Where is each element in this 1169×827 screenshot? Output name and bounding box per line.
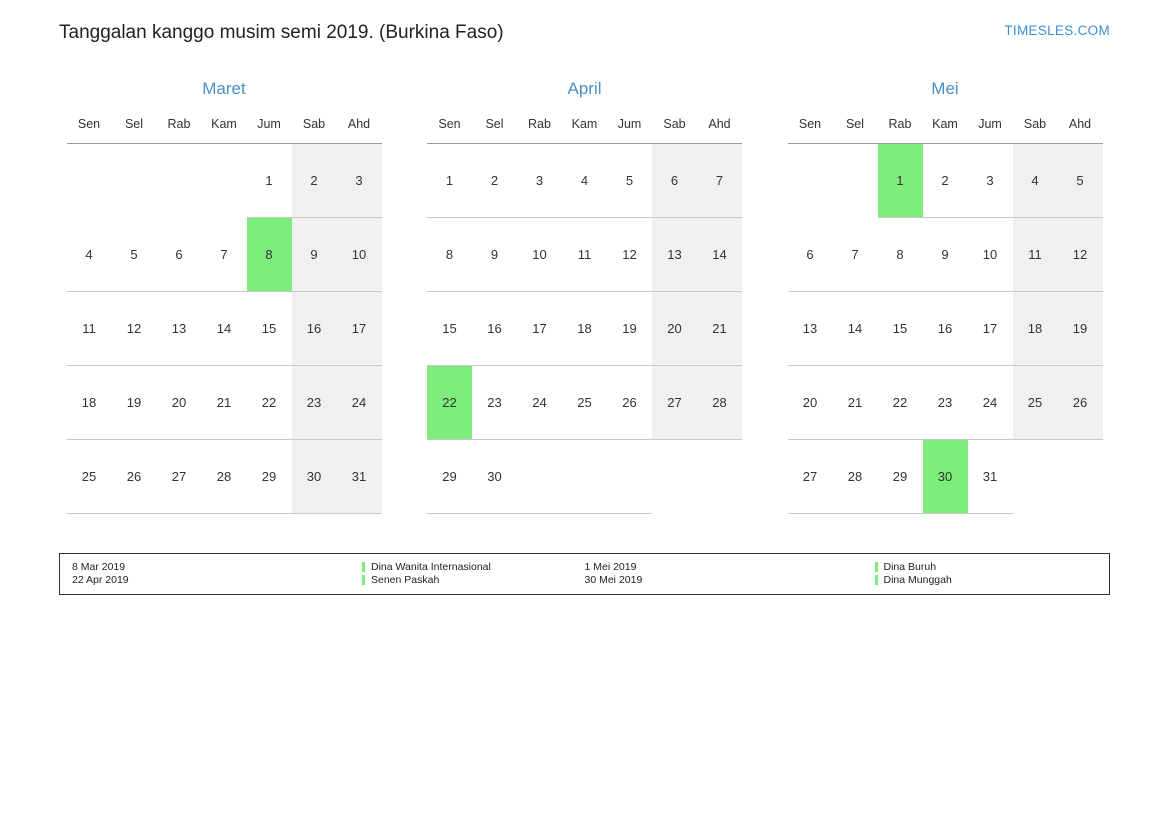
day-cell-empty: [697, 440, 742, 514]
day-cell[interactable]: 10: [968, 218, 1013, 292]
brand-link[interactable]: TIMESLES.COM: [1004, 23, 1110, 38]
day-cell[interactable]: 31: [968, 440, 1013, 514]
day-cell[interactable]: 22: [247, 366, 292, 440]
legend-color-swatch-icon: [875, 575, 878, 585]
day-cell[interactable]: 4: [562, 144, 607, 218]
weekday-header: Sab: [292, 114, 337, 144]
week-row: [67, 366, 382, 440]
day-cell[interactable]: 5: [1058, 144, 1103, 218]
day-cell[interactable]: 14: [202, 292, 247, 366]
weekday-header: Kam: [202, 114, 247, 144]
day-cell[interactable]: 24: [517, 366, 562, 440]
day-cell[interactable]: 23: [472, 366, 517, 440]
day-cell-empty: [202, 144, 247, 218]
day-cell[interactable]: 13: [788, 292, 833, 366]
weekday-header: Kam: [562, 114, 607, 144]
day-cell-empty: [67, 144, 112, 218]
day-cell-empty: [562, 440, 607, 514]
legend-names-right: [875, 561, 952, 586]
day-cell[interactable]: 15: [247, 292, 292, 366]
day-cell[interactable]: 24: [968, 366, 1013, 440]
day-cell[interactable]: 12: [1058, 218, 1103, 292]
weekday-header: Rab: [878, 114, 923, 144]
day-cell[interactable]: 9: [923, 218, 968, 292]
weekday-header: Kam: [923, 114, 968, 144]
day-cell[interactable]: 26: [112, 440, 157, 514]
day-cell[interactable]: 9: [472, 218, 517, 292]
week-row: [427, 218, 742, 292]
week-row: [67, 292, 382, 366]
week-row: [788, 440, 1103, 514]
day-cell[interactable]: 26: [607, 366, 652, 440]
day-cell[interactable]: 20: [652, 292, 697, 366]
day-cell[interactable]: 10: [517, 218, 562, 292]
day-cell[interactable]: 2: [472, 144, 517, 218]
day-cell[interactable]: 29: [878, 440, 923, 514]
weekday-header: Sab: [652, 114, 697, 144]
day-cell[interactable]: 25: [67, 440, 112, 514]
day-cell[interactable]: 1: [878, 144, 923, 218]
month-title: April: [567, 79, 602, 98]
day-cell[interactable]: 23: [292, 366, 337, 440]
day-cell[interactable]: 23: [923, 366, 968, 440]
day-cell-empty: [1058, 440, 1103, 514]
day-cell[interactable]: 6: [652, 144, 697, 218]
legend-names-left: [362, 561, 491, 586]
day-cell[interactable]: 2: [923, 144, 968, 218]
legend-date: 30 Mei 2019: [584, 573, 643, 586]
day-cell[interactable]: 15: [427, 292, 472, 366]
day-cell[interactable]: 29: [247, 440, 292, 514]
day-cell[interactable]: 30: [923, 440, 968, 514]
day-cell[interactable]: 29: [427, 440, 472, 514]
week-row: [427, 292, 742, 366]
weekday-header-row: [67, 114, 382, 144]
legend-column-right: [585, 561, 1098, 586]
legend-color-swatch-icon: [362, 562, 365, 572]
week-row: [788, 144, 1103, 218]
week-row: [427, 144, 742, 218]
week-row: [67, 144, 382, 218]
day-cell[interactable]: 20: [788, 366, 833, 440]
day-cell[interactable]: 31: [337, 440, 382, 514]
weekday-header: Ahd: [697, 114, 742, 144]
day-cell[interactable]: 1: [427, 144, 472, 218]
day-cell[interactable]: 3: [337, 144, 382, 218]
day-cell[interactable]: 18: [562, 292, 607, 366]
month-table: [67, 114, 382, 514]
day-cell-empty: [652, 440, 697, 514]
day-cell[interactable]: 28: [202, 440, 247, 514]
day-cell[interactable]: 4: [1013, 144, 1058, 218]
day-cell[interactable]: 7: [697, 144, 742, 218]
day-cell[interactable]: 26: [1058, 366, 1103, 440]
day-cell[interactable]: 15: [878, 292, 923, 366]
page-header: [59, 20, 1110, 50]
legend-entry: [362, 574, 491, 587]
weekday-header: Rab: [157, 114, 202, 144]
week-row: [427, 440, 742, 514]
weekday-header-row: [427, 114, 742, 144]
week-row: [788, 292, 1103, 366]
day-cell[interactable]: 16: [472, 292, 517, 366]
day-cell-empty: [788, 144, 833, 218]
day-cell[interactable]: 11: [67, 292, 112, 366]
day-cell[interactable]: 21: [833, 366, 878, 440]
day-cell[interactable]: 1: [247, 144, 292, 218]
legend: [59, 553, 1110, 595]
day-cell-empty: [607, 440, 652, 514]
legend-column-left: [72, 561, 585, 586]
day-cell[interactable]: 18: [67, 366, 112, 440]
weekday-header: Jum: [968, 114, 1013, 144]
day-cell[interactable]: 27: [788, 440, 833, 514]
legend-holiday-name: Dina Buruh: [883, 561, 937, 573]
day-cell[interactable]: 22: [878, 366, 923, 440]
day-cell[interactable]: 25: [1013, 366, 1058, 440]
month-block: [780, 78, 1110, 514]
month-title: Mei: [931, 79, 959, 98]
day-cell[interactable]: 19: [112, 366, 157, 440]
day-cell[interactable]: 20: [157, 366, 202, 440]
day-cell[interactable]: 12: [112, 292, 157, 366]
day-cell[interactable]: 10: [337, 218, 382, 292]
day-cell[interactable]: 8: [247, 218, 292, 292]
week-row: [788, 366, 1103, 440]
day-cell[interactable]: 9: [292, 218, 337, 292]
legend-color-swatch-icon: [875, 562, 878, 572]
day-cell[interactable]: 28: [697, 366, 742, 440]
legend-holiday-name: Dina Munggah: [883, 573, 952, 586]
legend-dates-right: [585, 561, 875, 586]
month-block: [420, 78, 750, 514]
day-cell[interactable]: 21: [202, 366, 247, 440]
weekday-header: Jum: [247, 114, 292, 144]
day-cell[interactable]: 18: [1013, 292, 1058, 366]
day-cell[interactable]: 3: [517, 144, 562, 218]
page-title: Tanggalan kanggo musim semi 2019. (Burkina Faso): [59, 22, 504, 43]
day-cell[interactable]: 17: [517, 292, 562, 366]
day-cell[interactable]: 5: [112, 218, 157, 292]
weekday-header: Sen: [427, 114, 472, 144]
day-cell[interactable]: 3: [968, 144, 1013, 218]
day-cell[interactable]: 19: [607, 292, 652, 366]
day-cell[interactable]: 27: [652, 366, 697, 440]
weekday-header: Ahd: [337, 114, 382, 144]
weekday-header: Sen: [67, 114, 112, 144]
legend-date: 22 Apr 2019: [72, 573, 129, 586]
day-cell[interactable]: 7: [202, 218, 247, 292]
legend-color-swatch-icon: [362, 575, 365, 585]
day-cell[interactable]: 4: [67, 218, 112, 292]
day-cell[interactable]: 30: [472, 440, 517, 514]
day-cell[interactable]: 24: [337, 366, 382, 440]
day-cell[interactable]: 16: [923, 292, 968, 366]
weekday-header: Sel: [833, 114, 878, 144]
weekday-header: Ahd: [1058, 114, 1103, 144]
week-row: [67, 218, 382, 292]
day-cell[interactable]: 11: [562, 218, 607, 292]
day-cell[interactable]: 25: [562, 366, 607, 440]
day-cell[interactable]: 8: [427, 218, 472, 292]
day-cell[interactable]: 14: [697, 218, 742, 292]
day-cell-empty: [1013, 440, 1058, 514]
legend-holiday-name: Dina Wanita Internasional: [371, 561, 491, 573]
day-cell[interactable]: 17: [968, 292, 1013, 366]
weekday-header: Rab: [517, 114, 562, 144]
day-cell[interactable]: 7: [833, 218, 878, 292]
day-cell[interactable]: 5: [607, 144, 652, 218]
legend-entry: [362, 561, 491, 574]
weekday-header: Jum: [607, 114, 652, 144]
legend-date: 1 Mei 2019: [584, 561, 637, 573]
weekday-header: Sel: [472, 114, 517, 144]
day-cell[interactable]: 16: [292, 292, 337, 366]
legend-dates-left: [72, 561, 362, 586]
legend-date: 8 Mar 2019: [72, 561, 126, 573]
day-cell-empty: [517, 440, 562, 514]
day-cell-empty: [833, 144, 878, 218]
weekday-header: Sel: [112, 114, 157, 144]
day-cell[interactable]: 2: [292, 144, 337, 218]
day-cell[interactable]: 13: [652, 218, 697, 292]
weekday-header: Sen: [788, 114, 833, 144]
day-cell[interactable]: 12: [607, 218, 652, 292]
day-cell-empty: [157, 144, 202, 218]
week-row: [427, 366, 742, 440]
day-cell[interactable]: 6: [157, 218, 202, 292]
day-cell[interactable]: 6: [788, 218, 833, 292]
day-cell[interactable]: 11: [1013, 218, 1058, 292]
week-row: [67, 440, 382, 514]
month-table: [427, 114, 742, 514]
day-cell[interactable]: 22: [427, 366, 472, 440]
month-table: [788, 114, 1103, 514]
day-cell-empty: [112, 144, 157, 218]
legend-entry: [875, 561, 952, 574]
month-block: [59, 78, 389, 514]
day-cell[interactable]: 19: [1058, 292, 1103, 366]
month-title: Maret: [202, 79, 246, 98]
day-cell[interactable]: 27: [157, 440, 202, 514]
weekday-header: Sab: [1013, 114, 1058, 144]
months-container: [59, 78, 1110, 514]
weekday-header-row: [788, 114, 1103, 144]
day-cell[interactable]: 13: [157, 292, 202, 366]
day-cell[interactable]: 28: [833, 440, 878, 514]
legend-entry: [875, 574, 952, 587]
day-cell[interactable]: 8: [878, 218, 923, 292]
day-cell[interactable]: 14: [833, 292, 878, 366]
day-cell[interactable]: 30: [292, 440, 337, 514]
legend-holiday-name: Senen Paskah: [371, 573, 440, 586]
day-cell[interactable]: 21: [697, 292, 742, 366]
week-row: [788, 218, 1103, 292]
day-cell[interactable]: 17: [337, 292, 382, 366]
